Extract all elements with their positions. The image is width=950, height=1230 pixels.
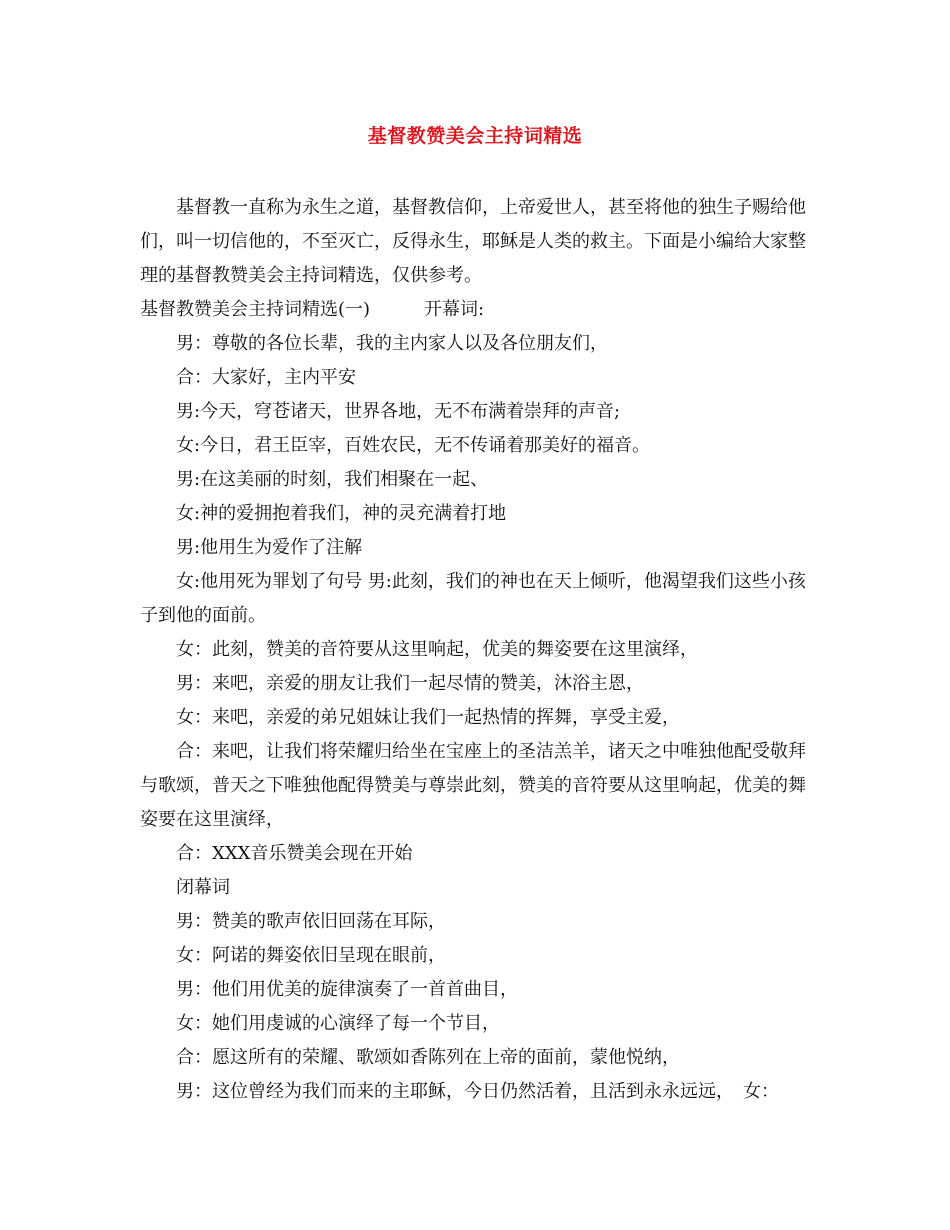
- script-line: 女：她们用虔诚的心演绎了每一个节目，: [176, 1013, 500, 1034]
- script-line: 女：阿诺的舞姿依旧呈现在眼前，: [176, 945, 446, 966]
- closing-heading: 闭幕词: [176, 877, 230, 898]
- intro-paragraph: 基督教一直称为永生之道，基督教信仰，上帝爱世人，甚至将他的独生子赐给他们，叫一切信他的，不至灭亡，反得永生，耶稣是人类的救主。下面是小编给大家整理的基督教赞美会主持词精选，仅供参考。: [140, 197, 806, 286]
- section-heading-line: [140, 293, 815, 327]
- script-line: 男:在这美丽的时刻，我们相聚在一起、: [176, 469, 489, 490]
- script-line: 男：这位曾经为我们而来的主耶稣，今日仍然活着，且活到永永远远， 女：: [176, 1081, 779, 1102]
- opening-label: 开幕词:: [424, 299, 485, 320]
- script-line: 合：XXX音乐赞美会现在开始: [176, 843, 413, 864]
- script-line: 女:今日，君王臣宰，百姓农民，无不传诵着那美好的福音。: [176, 435, 651, 456]
- script-line: 女：来吧，亲爱的弟兄姐妹让我们一起热情的挥舞，享受主爱，: [176, 707, 680, 728]
- script-line: 男：他们用优美的旋律演奏了一首首曲目，: [176, 979, 518, 1000]
- script-line: 男:今天，穹苍诸天，世界各地，无不布满着崇拜的声音;: [176, 401, 621, 422]
- script-line: 合：大家好，主内平安: [176, 367, 356, 388]
- script-line: 女:神的爱拥抱着我们，神的灵充满着打地: [176, 503, 507, 524]
- script-line: 男：赞美的歌声依旧回荡在耳际，: [176, 911, 446, 932]
- script-line: 男:他用生为爱作了注解: [176, 537, 363, 558]
- script-line: 男：尊敬的各位长辈，我的主内家人以及各位朋友们，: [176, 333, 608, 354]
- section-heading: 基督教赞美会主持词精选(一): [140, 299, 371, 320]
- document-title: 基督教赞美会主持词精选: [367, 125, 583, 147]
- script-line: 女：此刻，赞美的音符要从这里响起，优美的舞姿要在这里演绎，: [176, 639, 698, 660]
- script-line: 合：来吧，让我们将荣耀归给坐在宝座上的圣洁羔羊，诸天之中唯独他配受敬拜与歌颂，普天之下唯独他配得赞美与尊崇此刻，赞美的音符要从这里响起，优美的舞姿要在这里演绎，: [140, 741, 806, 830]
- script-line: 女:他用死为罪划了句号 男:此刻，我们的神也在天上倾听，他渴望我们这些小孩子到他的面前。: [140, 571, 806, 626]
- script-line: 男：来吧，亲爱的朋友让我们一起尽情的赞美，沐浴主恩，: [176, 673, 644, 694]
- script-line: 合：愿这所有的荣耀、歌颂如香陈列在上帝的面前，蒙他悦纳，: [176, 1047, 680, 1068]
- document-body: [140, 191, 815, 1109]
